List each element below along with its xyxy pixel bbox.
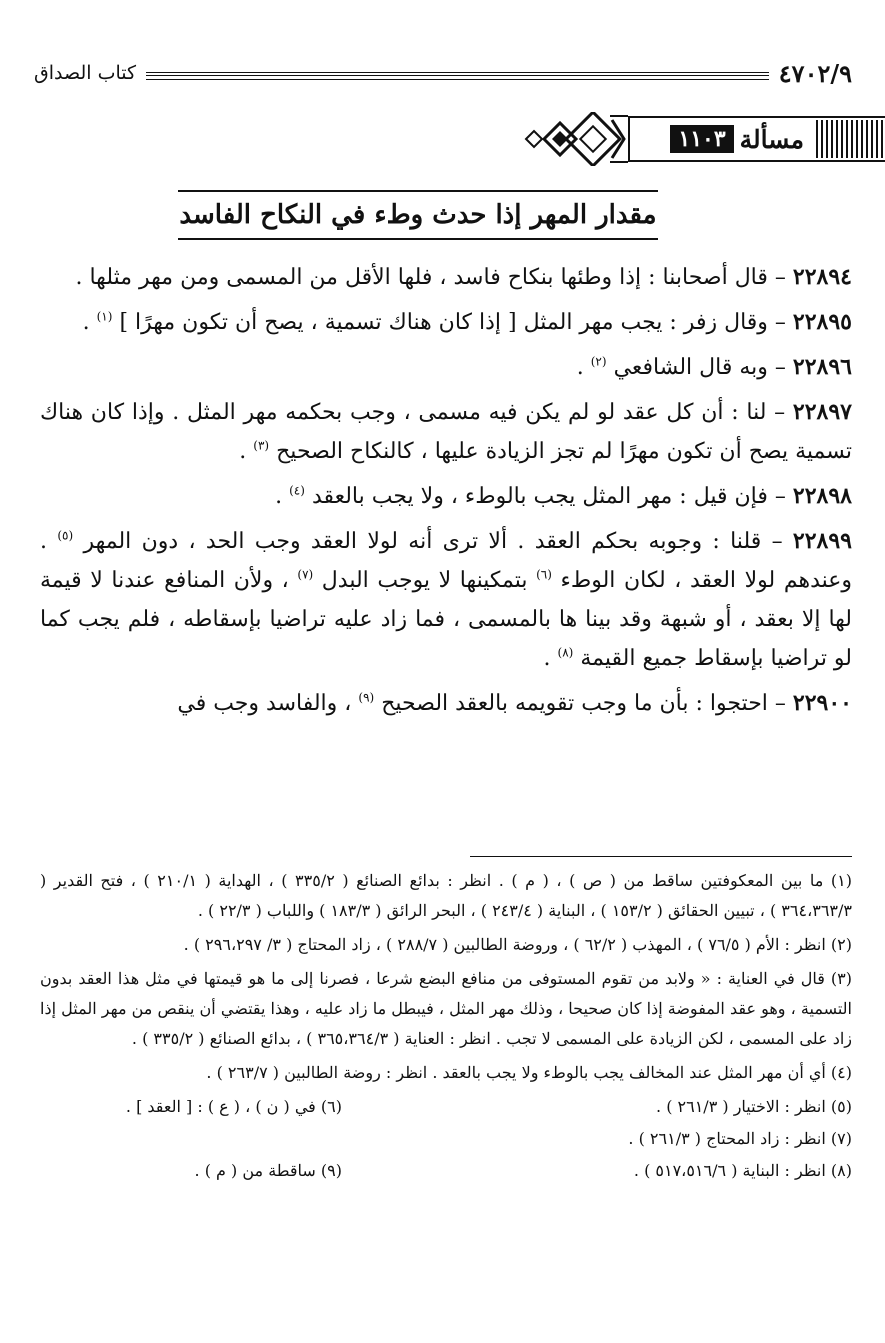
paragraph-22900: [40, 684, 852, 723]
footnote-ref[interactable]: (٨): [557, 645, 574, 660]
paragraph-number: ٢٢٩٠٠: [792, 690, 852, 716]
paragraph-22896: [40, 348, 852, 387]
paragraph-22895: [40, 303, 852, 342]
paragraph-number: ٢٢٨٩٥: [792, 309, 852, 335]
footnote-ref[interactable]: (٦): [536, 567, 552, 582]
barcode-ornament: [816, 120, 885, 158]
paragraph-text: – قال أصحابنا : إذا وطئها بنكاح فاسد ، فلها الأقل من المسمى ومن مهر مثلها .: [75, 265, 786, 290]
ornament-icon: [520, 112, 630, 166]
page-number: ٤٧٠٢/٩: [778, 58, 852, 88]
masala-label-box: [628, 116, 885, 162]
paragraph-text: – قلنا : وجوبه بحكم العقد . ألا ترى أنه لولا العقد وجب الحد ، دون المهر: [83, 529, 783, 554]
footnote-row: [40, 1124, 852, 1154]
header-rule: [146, 72, 769, 80]
paragraph-tail: ، ولأن المنافع عندنا لا قيمة لها إلا بعقد ، أو شبهة وقد بينا ها بالمسمى ، فما زاد عليه تراضيا بإسقاطه ، فلم يجب كما لو تراضيا بإسقاط جميع القيمة: [40, 568, 852, 671]
paragraph-number: ٢٢٨٩٨: [792, 483, 852, 509]
masala-number: ١١٠٣: [670, 125, 733, 153]
paragraph-number: ٢٢٨٩٩: [792, 528, 852, 554]
paragraph-text: – وقال زفر : يجب مهر المثل [ إذا كان هناك تسمية ، يصح أن تكون مهرًا ]: [119, 310, 786, 335]
footnote-ref[interactable]: (٧): [297, 567, 314, 582]
paragraph-tail: بتمكينها لا يوجب البدل: [321, 568, 537, 593]
footnote-row: [40, 1156, 852, 1186]
footnote-3: (٣) قال في العناية : « ولابد من تقوم المستوفى من منافع البضع شرعا ، فصرنا إلى ما هو قيمتها في مثل هذا العقد بدون التسمية ، وهو عقد المفوضة إذا كان صحيحا ، وذلك مهر المثل ، فيبطل ما زاد عليه ، وهذا يقتضي أن ينقص من مهر المثل إذا زاد على المسمى ، لكن الزيادة على المسمى لا تجب . انظر : العناية ( ٣٦٥،٣٦٤/٣ ) ، بدائع الصنائع ( ٣٣٥/٢ ) .: [40, 969, 852, 1048]
paragraph-tail: .: [275, 484, 290, 509]
paragraph-tail: . وعندهم لولا العقد ، لكان الوطء: [40, 529, 853, 593]
paragraph-22898: [40, 477, 852, 516]
footnote-9: (٩) ساقطة من ( م ) .: [194, 1161, 342, 1180]
footnote-ref[interactable]: (٩): [358, 690, 375, 705]
footnote-ref[interactable]: (٣): [253, 438, 270, 453]
paragraph-22897: [40, 393, 852, 471]
paragraph-number: ٢٢٨٩٧: [792, 399, 852, 425]
paragraph-tail: ، والفاسد وجب في: [177, 691, 359, 716]
book-title: كتاب الصداق: [34, 62, 137, 84]
paragraph-number: ٢٢٨٩٦: [792, 354, 852, 380]
paragraph-22899: [40, 522, 852, 678]
footnote-ref[interactable]: (٥): [57, 528, 74, 543]
footnote-2: (٢) انظر : الأم ( ٧٦/٥ ) ، المهذب ( ٦٢/٢ ) ، وروضة الطالبين ( ٢٨٨/٧ ) ، زاد المحتاج ( ٣/ ٢٩٦،٢٩٧ ) .: [183, 935, 852, 954]
running-header: [34, 56, 852, 90]
paragraph-tail: .: [543, 646, 558, 671]
masala-banner: [520, 112, 885, 166]
footnote-4: (٤) أي أن مهر المثل عند المخالف يجب بالوطء ولا يجب بالعقد . انظر : روضة الطالبين ( ٢٦٣/٧ ) .: [206, 1063, 852, 1082]
paragraph-tail: .: [239, 439, 254, 464]
paragraph-tail: .: [82, 310, 97, 335]
paragraph-tail: .: [576, 355, 591, 380]
footnote-ref[interactable]: (٢): [590, 354, 607, 369]
paragraph-text: – وبه قال الشافعي: [613, 355, 786, 380]
footnote-5: (٥) انظر : الاختيار ( ٢٦١/٣ ) .: [656, 1097, 852, 1116]
section-title-box: [178, 190, 658, 240]
footnote-row: [40, 1092, 852, 1122]
footnote-ref[interactable]: (١): [96, 309, 113, 324]
footnotes: [40, 866, 852, 1188]
footnote-divider: [470, 856, 852, 857]
footnote-8: (٨) انظر : البناية ( ٥١٧،٥١٦/٦ ) .: [633, 1161, 852, 1180]
paragraph-22894: [40, 258, 852, 297]
masala-label: مسألة: [739, 124, 804, 154]
footnote-7: (٧) انظر : زاد المحتاج ( ٢٦١/٣ ) .: [628, 1129, 852, 1148]
paragraph-text: – لنا : أن كل عقد لو لم يكن فيه مسمى ، وجب بحكمه مهر المثل . وإذا كان هناك تسمية يصح أن تكون مهرًا لم تجز الزيادة عليها ، كالنكاح الصحيح: [40, 400, 852, 464]
footnote-ref[interactable]: (٤): [289, 483, 305, 498]
paragraph-text: – فإن قيل : مهر المثل يجب بالوطء ، ولا يجب بالعقد: [311, 484, 786, 509]
footnote-1: (١) ما بين المعكوفتين ساقط من ( ص ) ، ( م ) . انظر : بدائع الصنائع ( ٣٣٥/٢ ) ، الهداية ( ٢١٠/١ ) ، فتح القدير ( ٣٦٤،٣٦٣/٣ ) ، تبيين الحقائق ( ١٥٣/٢ ) ، البناية ( ٢٤٣/٤ ) ، البحر الرائق ( ١٨٣/٣ ) واللباب ( ٢٢/٣ ) .: [40, 871, 853, 920]
footnote-6: (٦) في ( ن ) ، ( ع ) : [ العقد ] .: [125, 1097, 342, 1116]
section-title: مقدار المهر إذا حدث وطء في النكاح الفاسد: [179, 200, 657, 230]
paragraph-text: – احتجوا : بأن ما وجب تقويمه بالعقد الصحيح: [381, 691, 786, 716]
paragraph-number: ٢٢٨٩٤: [792, 264, 852, 290]
body-text: [40, 258, 852, 729]
